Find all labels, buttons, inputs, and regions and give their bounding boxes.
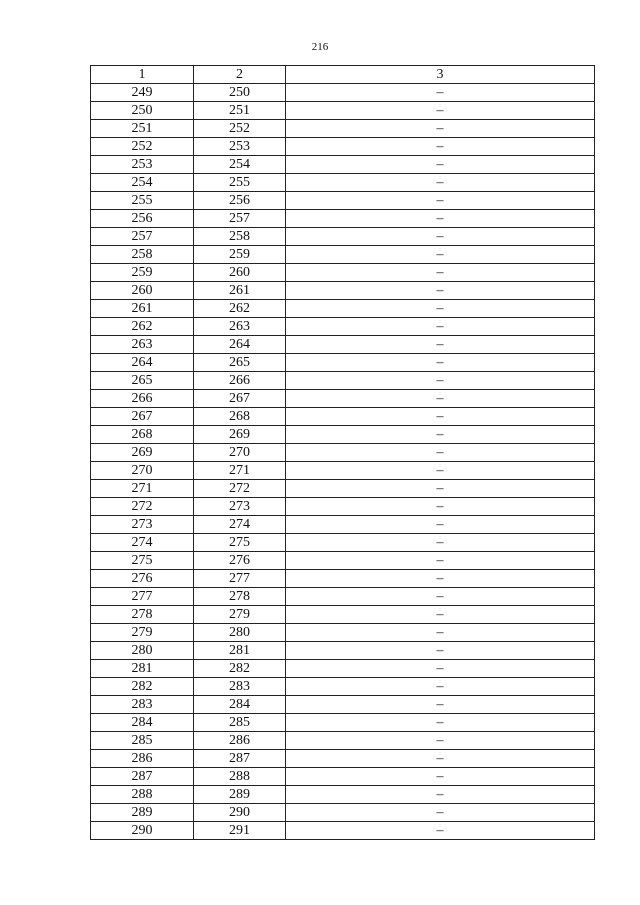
table-cell-col-3: –	[286, 318, 595, 336]
table-cell-col-3: –	[286, 480, 595, 498]
table-row	[91, 588, 595, 606]
table-cell-col-2: 266	[194, 372, 286, 390]
table-cell-col-2: 286	[194, 732, 286, 750]
table-cell-col-2: 256	[194, 192, 286, 210]
table-header	[91, 66, 595, 84]
table-row	[91, 138, 595, 156]
table-cell-col-1: 276	[91, 570, 194, 588]
table-cell-col-2: 258	[194, 228, 286, 246]
table-cell-col-1: 249	[91, 84, 194, 102]
table-cell-col-1: 271	[91, 480, 194, 498]
table-cell-col-2: 274	[194, 516, 286, 534]
table-cell-col-1: 287	[91, 768, 194, 786]
table-cell-col-2: 276	[194, 552, 286, 570]
table-cell-col-3: –	[286, 264, 595, 282]
table-cell-col-3: –	[286, 408, 595, 426]
table-cell-col-1: 254	[91, 174, 194, 192]
table-row	[91, 786, 595, 804]
table-cell-col-3: –	[286, 642, 595, 660]
table-cell-col-2: 277	[194, 570, 286, 588]
table-row	[91, 390, 595, 408]
table-cell-col-3: –	[286, 372, 595, 390]
table-cell-col-2: 254	[194, 156, 286, 174]
table-cell-col-2: 275	[194, 534, 286, 552]
table-cell-col-3: –	[286, 498, 595, 516]
table-cell-col-2: 270	[194, 444, 286, 462]
table-cell-col-3: –	[286, 804, 595, 822]
table-cell-col-3: –	[286, 750, 595, 768]
table-cell-col-3: –	[286, 228, 595, 246]
table-cell-col-2: 252	[194, 120, 286, 138]
table-cell-col-3: –	[286, 444, 595, 462]
table-cell-col-1: 262	[91, 318, 194, 336]
header-row	[91, 66, 595, 84]
table-row	[91, 732, 595, 750]
table-cell-col-3: –	[286, 678, 595, 696]
page-number: 216	[311, 41, 329, 53]
table-cell-col-1: 260	[91, 282, 194, 300]
table-cell-col-1: 267	[91, 408, 194, 426]
table-row	[91, 408, 595, 426]
table-row	[91, 516, 595, 534]
table-cell-col-2: 278	[194, 588, 286, 606]
table-cell-col-2: 272	[194, 480, 286, 498]
table-cell-col-1: 250	[91, 102, 194, 120]
table-cell-col-2: 282	[194, 660, 286, 678]
table-cell-col-3: –	[286, 822, 595, 840]
table-cell-col-2: 257	[194, 210, 286, 228]
table-cell-col-1: 266	[91, 390, 194, 408]
table-row	[91, 552, 595, 570]
table-row	[91, 174, 595, 192]
table-cell-col-1: 290	[91, 822, 194, 840]
table-row	[91, 696, 595, 714]
table-cell-col-1: 275	[91, 552, 194, 570]
table-cell-col-2: 263	[194, 318, 286, 336]
table-cell-col-3: –	[286, 714, 595, 732]
table-cell-col-1: 255	[91, 192, 194, 210]
table-row	[91, 804, 595, 822]
table-row	[91, 84, 595, 102]
table-cell-col-3: –	[286, 210, 595, 228]
table-cell-col-2: 250	[194, 84, 286, 102]
table-cell-col-2: 259	[194, 246, 286, 264]
table-cell-col-2: 280	[194, 624, 286, 642]
table-cell-col-3: –	[286, 516, 595, 534]
table-cell-col-1: 285	[91, 732, 194, 750]
table-cell-col-2: 267	[194, 390, 286, 408]
table-cell-col-2: 287	[194, 750, 286, 768]
table-cell-col-2: 261	[194, 282, 286, 300]
table-cell-col-1: 281	[91, 660, 194, 678]
table-cell-col-1: 273	[91, 516, 194, 534]
table-cell-col-1: 253	[91, 156, 194, 174]
table-cell-col-2: 251	[194, 102, 286, 120]
table-cell-col-1: 265	[91, 372, 194, 390]
table-cell-col-3: –	[286, 732, 595, 750]
table-row	[91, 570, 595, 588]
table-cell-col-2: 284	[194, 696, 286, 714]
table-row	[91, 354, 595, 372]
table-row	[91, 534, 595, 552]
table-row	[91, 264, 595, 282]
table-cell-col-1: 268	[91, 426, 194, 444]
data-table	[90, 65, 595, 840]
table-row	[91, 372, 595, 390]
table-cell-col-3: –	[286, 426, 595, 444]
table-cell-col-2: 273	[194, 498, 286, 516]
table-cell-col-3: –	[286, 786, 595, 804]
table-cell-col-3: –	[286, 120, 595, 138]
table-row	[91, 192, 595, 210]
table-cell-col-1: 278	[91, 606, 194, 624]
table-cell-col-3: –	[286, 192, 595, 210]
table-row	[91, 282, 595, 300]
table-row	[91, 750, 595, 768]
table-cell-col-2: 271	[194, 462, 286, 480]
table-row	[91, 822, 595, 840]
table-cell-col-2: 268	[194, 408, 286, 426]
table-row	[91, 102, 595, 120]
column-header-2: 2	[194, 66, 286, 84]
table-cell-col-2: 265	[194, 354, 286, 372]
table-cell-col-2: 269	[194, 426, 286, 444]
table-cell-col-1: 272	[91, 498, 194, 516]
table-cell-col-2: 291	[194, 822, 286, 840]
table-cell-col-3: –	[286, 336, 595, 354]
table-cell-col-1: 283	[91, 696, 194, 714]
table-cell-col-3: –	[286, 156, 595, 174]
table-cell-col-3: –	[286, 282, 595, 300]
table-row	[91, 300, 595, 318]
table-cell-col-2: 290	[194, 804, 286, 822]
table-cell-col-3: –	[286, 102, 595, 120]
table-row	[91, 714, 595, 732]
table-cell-col-1: 269	[91, 444, 194, 462]
table-cell-col-1: 251	[91, 120, 194, 138]
table-cell-col-1: 279	[91, 624, 194, 642]
table-cell-col-3: –	[286, 84, 595, 102]
table-cell-col-3: –	[286, 390, 595, 408]
table-row	[91, 480, 595, 498]
table-cell-col-3: –	[286, 174, 595, 192]
table-cell-col-3: –	[286, 588, 595, 606]
table-cell-col-2: 281	[194, 642, 286, 660]
table-cell-col-3: –	[286, 768, 595, 786]
table-cell-col-2: 283	[194, 678, 286, 696]
table-cell-col-1: 259	[91, 264, 194, 282]
table-cell-col-3: –	[286, 246, 595, 264]
table-cell-col-3: –	[286, 354, 595, 372]
table-cell-col-2: 288	[194, 768, 286, 786]
table-cell-col-1: 264	[91, 354, 194, 372]
table-row	[91, 228, 595, 246]
table-row	[91, 426, 595, 444]
table-cell-col-1: 277	[91, 588, 194, 606]
table-cell-col-1: 288	[91, 786, 194, 804]
table-cell-col-1: 284	[91, 714, 194, 732]
table-row	[91, 318, 595, 336]
table-body	[91, 84, 595, 840]
table-row	[91, 624, 595, 642]
table-cell-col-3: –	[286, 696, 595, 714]
table-row	[91, 444, 595, 462]
table-row	[91, 768, 595, 786]
table-row	[91, 120, 595, 138]
table-cell-col-1: 282	[91, 678, 194, 696]
table-cell-col-1: 257	[91, 228, 194, 246]
table-row	[91, 210, 595, 228]
table-cell-col-2: 255	[194, 174, 286, 192]
table-cell-col-2: 285	[194, 714, 286, 732]
column-header-3: 3	[286, 66, 595, 84]
table-cell-col-3: –	[286, 300, 595, 318]
table-cell-col-1: 258	[91, 246, 194, 264]
table-cell-col-1: 274	[91, 534, 194, 552]
table-cell-col-3: –	[286, 570, 595, 588]
table-row	[91, 660, 595, 678]
table-cell-col-2: 262	[194, 300, 286, 318]
table-cell-col-3: –	[286, 606, 595, 624]
table-cell-col-3: –	[286, 624, 595, 642]
table-cell-col-1: 261	[91, 300, 194, 318]
table-cell-col-1: 256	[91, 210, 194, 228]
table-cell-col-1: 252	[91, 138, 194, 156]
table-cell-col-2: 260	[194, 264, 286, 282]
table-cell-col-2: 289	[194, 786, 286, 804]
table-cell-col-2: 253	[194, 138, 286, 156]
table-cell-col-3: –	[286, 138, 595, 156]
table-row	[91, 642, 595, 660]
table-row	[91, 336, 595, 354]
table-row	[91, 156, 595, 174]
table-cell-col-2: 264	[194, 336, 286, 354]
table-cell-col-1: 270	[91, 462, 194, 480]
table-cell-col-1: 289	[91, 804, 194, 822]
table-row	[91, 678, 595, 696]
table-cell-col-1: 263	[91, 336, 194, 354]
table-cell-col-3: –	[286, 534, 595, 552]
table-cell-col-2: 279	[194, 606, 286, 624]
table-row	[91, 606, 595, 624]
table-cell-col-3: –	[286, 552, 595, 570]
table-row	[91, 246, 595, 264]
table-cell-col-1: 280	[91, 642, 194, 660]
table-cell-col-1: 286	[91, 750, 194, 768]
table-row	[91, 498, 595, 516]
table-row	[91, 462, 595, 480]
table-cell-col-3: –	[286, 660, 595, 678]
table-cell-col-3: –	[286, 462, 595, 480]
column-header-1: 1	[91, 66, 194, 84]
